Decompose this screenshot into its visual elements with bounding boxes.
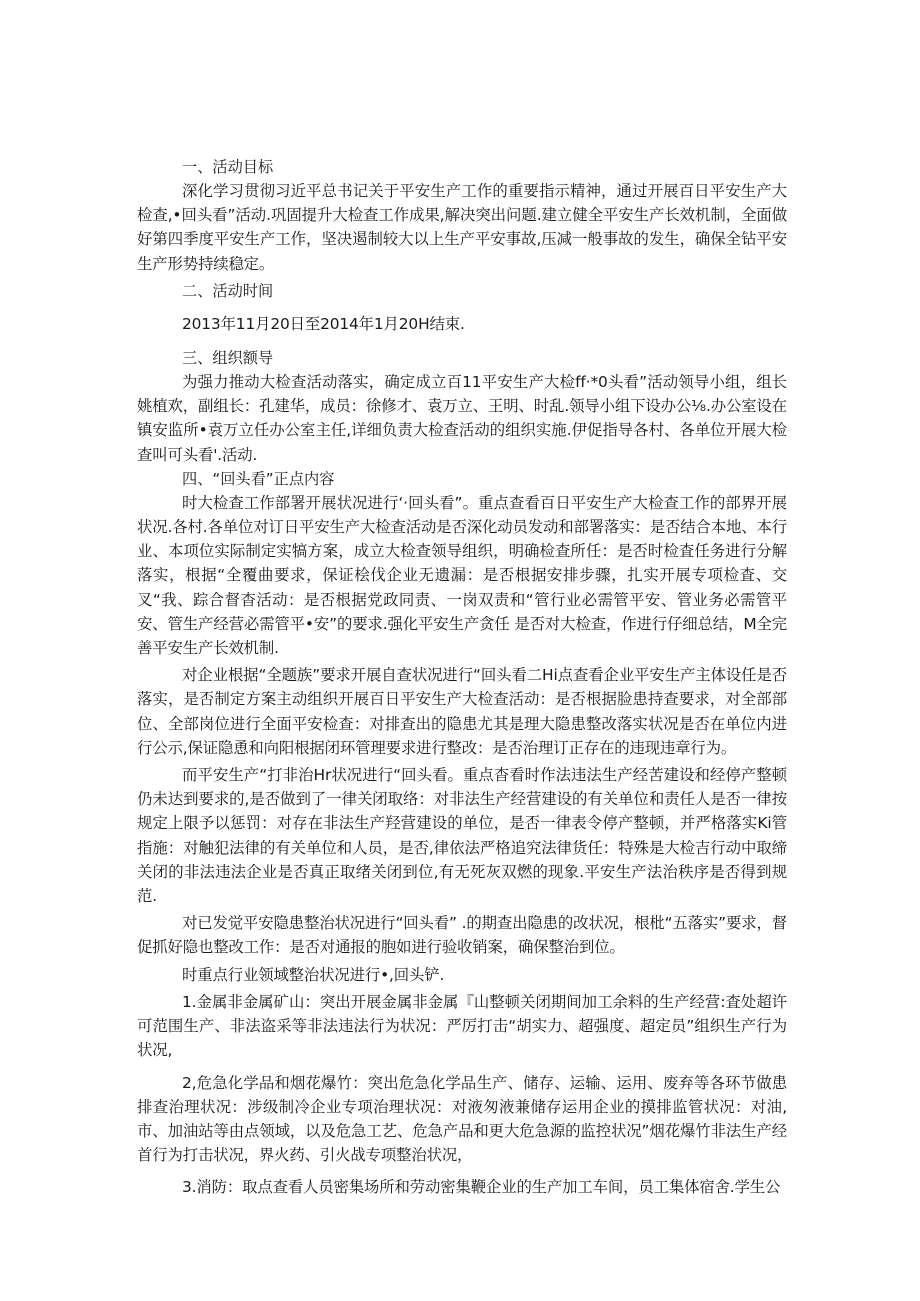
section-4-item-1: 1.金属非金属矿山：突出开展金属非金属『山整顿关闭期间加工余料的生产经营:査处超许可范围生产、非法盗采等非法违法行为状况：严厉打击“胡实力、超强度、超定员”组织生产行为状况, xyxy=(137,992,787,1060)
section-4-paragraph-2: 对企业根据“全题族”要求开展自查状况进行“回头看二Hi点查看企业平安生产主体设任是否落实，是否制定方案主动组织开展百日平安生产大检查活动：是否根据脸患持查要求，对全部部位、全部岗位进行全面平安检查：对排查出的隐患尤其是理大隐患整改落实状况是否在单位内进行公示,保证隐恿和向阳根据闭环管理要求进行整改：是否治理订正存在的违现违章行为。 xyxy=(137,666,787,757)
section-1-heading: 一、活动目标 xyxy=(182,158,274,176)
section-4-heading: 四、“回头看”正点内容 xyxy=(182,469,335,488)
section-2-paragraph: 2013年11月20日至2014年1月20H结束. xyxy=(182,314,465,333)
section-4-paragraph-3: 而平安生产“打非治Hr状况进行“回头看。重点杳看时作法违法生产经苦建设和经停产整顿仍未达到要求的,是否做到了一律关闭取络：对非法生产经营建设的有关单位和责任人是否一律按规定上限予以惩罚：对存在非法生产羟营建设的单位，是否一律表令停产整顿，并严格落实Ki管指施：对触犯法律的有关单位和人员，是否,律依法严格追究法律货任：特殊是大检吉行动中取缔关闭的非法违法企业是否真正取绪关闭到位,有无死灰双燃的现象.平安生产法治秩序是否得到规范. xyxy=(137,766,787,906)
section-4-item-3: 3.消防：取点查看人员密集场所和劳动密集鞭企业的生产加工车间，员工集体宿舍.学生公 xyxy=(182,1178,781,1197)
section-4-item-2: 2,危急化学品和烟花爆竹：突出危急化学品生产、储存、运输、运用、废弃等各环节做患排查治理状况：涉级制冷企业专项治理状况：对液匆液兼储存运用企业的摸排监管状况：对油,市、加油站等由点领域，以及危急工艺、危急产品和更大危急源的监控状况”烟花爆竹非法生产经首行为打击状况，界火药、引火战专项整治状况， xyxy=(137,1073,787,1165)
section-2-heading: 二、活动时间 xyxy=(182,281,274,300)
section-4-paragraph-4: 对已发觉平安隐患整治状况进行“回头看” .的期查出隐患的改状况，根枇“五落实”要求，督促抓好隐也整改工作：是否对通报的胞如进行验收销案，确保整治到位。 xyxy=(137,914,787,957)
document-page xyxy=(137,155,787,1200)
section-1-paragraph: 深化学习贯彻习近平总书记关于平安生产工作的重要指示精神，通过开展百日平安生产大检查,•回头看”活动.巩固提升大检查工作成果,解决突出问题.建立健全平安生产长效机制，全面做好第四季度平安生产工作，坚决遏制较大以上生产平安事故,压减一般事故的发生，确保全钻平安生产形势持续稳定。 xyxy=(137,182,787,273)
section-3-paragraph: 为强力推动大检查活动落实，确定成立百11平安生产大检ff·*0头看”活动领导小组，组长姚植欢，副组长：孔建华，成员：徐修才、袁万立、王明、时乱.领导小组下设办公⅛.办公室设在镇安监所•袁万立任办公室主任,详细负责大检查活动的组织实施.伊促指导各村、各单位开展大检查叫可头看'.活动. xyxy=(137,373,787,464)
section-4-paragraph-1: 时大检查工作部署开展状况进行‘·回头看”。重点查看百日平安生产大检查工作的部界开展状况.各村.各单位对订日平安生产大检查活动是否深化动员发动和部署落实：是否结合本地、本行业、本项位实际制定实犒方案，成立大检查领导组织，明确检查所任：是否时检査任务进行分解落实，根据“全覆曲要求，保证桧伐企业无遗漏：是否根据安排步骤，扎实开展专项检査、交叉“我、踪合督杳活动：是否根据党政同责、一岗双责和“管行业必需管平安、管业务必需管平安、管生产经营必需管平•安”的要求.强化平安生产贪任 是否对大检查，作进行仔细总结，M全完善平安生产长效机制. xyxy=(137,493,787,658)
section-4-paragraph-5: 时重点行业领域整治状况进行•,回头铲. xyxy=(182,965,445,984)
section-3-heading: 三、组织额导 xyxy=(182,349,274,368)
